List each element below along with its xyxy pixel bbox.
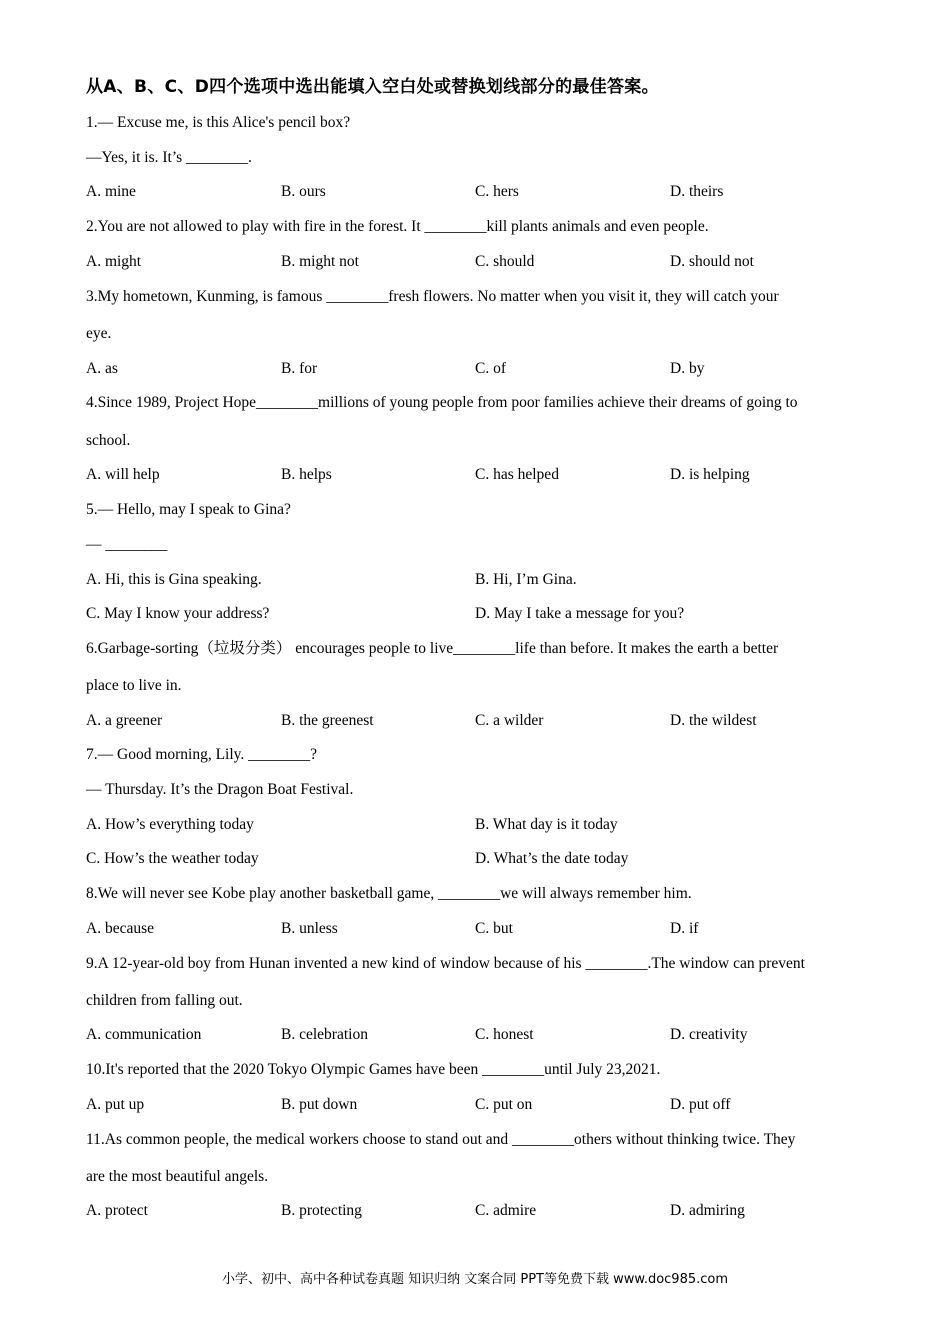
question-1-option-c: C. hers	[475, 183, 519, 200]
question-8-option-c: C. but	[475, 920, 513, 937]
question-5-stem: 5.— Hello, may I speak to Gina?	[86, 501, 291, 518]
question-1-option-a: A. mine	[86, 183, 136, 200]
question-3-option-b: B. for	[281, 360, 318, 377]
question-4-option-b: B. helps	[281, 466, 332, 483]
question-11-stem-continued: are the most beautiful angels.	[86, 1168, 269, 1185]
question-3-stem-continued: eye.	[86, 325, 112, 342]
question-9-option-d: D. creativity	[670, 1026, 748, 1043]
question-8-option-b: B. unless	[281, 920, 338, 937]
page-footer: 小学、初中、高中各种试卷真题 知识归纳 文案合同 PPT等免费下载 www.doc985.com	[221, 1272, 729, 1287]
question-2-option-c: C. should	[475, 253, 535, 270]
question-4-stem: 4.Since 1989, Project Hope________millions of young people from poor families achieve their dreams of going to	[86, 394, 798, 411]
question-4-option-c: C. has helped	[475, 466, 559, 483]
question-11-option-d: D. admiring	[670, 1202, 745, 1219]
question-7-stem: 7.— Good morning, Lily. ________?	[86, 746, 318, 763]
question-11-option-b: B. protecting	[281, 1202, 362, 1219]
question-11-option-c: C. admire	[475, 1202, 537, 1219]
question-2-option-d: D. should not	[670, 253, 754, 270]
question-10-option-c: C. put on	[475, 1096, 533, 1113]
question-2-stem: 2.You are not allowed to play with fire in the forest. It ________kill plants animals and even people.	[86, 218, 709, 235]
question-3-option-d: D. by	[670, 360, 705, 377]
question-1-answer-line: —Yes, it is. It’s ________.	[86, 149, 252, 166]
question-1-stem: 1.— Excuse me, is this Alice's pencil box?	[86, 114, 351, 131]
question-6-option-c: C. a wilder	[475, 712, 544, 729]
question-11-option-a: A. protect	[86, 1202, 148, 1219]
question-5-option-c: C. May I know your address?	[86, 605, 270, 622]
question-5-option-b: B. Hi, I’m Gina.	[475, 571, 577, 588]
question-6-stem: 6.Garbage-sorting（垃圾分类） encourages people to live________life than before. It makes the earth a better	[86, 640, 779, 657]
question-7-option-a: A. How’s everything today	[86, 816, 254, 833]
question-1-option-b: B. ours	[281, 183, 326, 200]
question-9-option-b: B. celebration	[281, 1026, 368, 1043]
question-6-option-b: B. the greenest	[281, 712, 374, 729]
question-9-option-c: C. honest	[475, 1026, 534, 1043]
question-5-option-a: A. Hi, this is Gina speaking.	[86, 571, 262, 588]
question-8-option-a: A. because	[86, 920, 154, 937]
question-3-stem: 3.My hometown, Kunming, is famous ________fresh flowers. No matter when you visit it, they will catch your	[86, 288, 779, 305]
question-7-option-c: C. How’s the weather today	[86, 850, 259, 867]
question-1-option-d: D. theirs	[670, 183, 724, 200]
question-5-answer-line: — ________	[86, 536, 168, 553]
instruction-heading: 从A、B、C、D四个选项中选出能填入空白处或替换划线部分的最佳答案。	[86, 77, 659, 97]
question-9-stem: 9.A 12-year-old boy from Hunan invented a new kind of window because of his ________.The window can prevent	[86, 955, 805, 972]
question-10-stem: 10.It's reported that the 2020 Tokyo Olympic Games have been ________until July 23,2021.	[86, 1061, 661, 1078]
question-7-option-d: D. What’s the date today	[475, 850, 629, 867]
question-7-option-b: B. What day is it today	[475, 816, 618, 833]
question-10-option-b: B. put down	[281, 1096, 358, 1113]
question-9-option-a: A. communication	[86, 1026, 202, 1043]
question-8-option-d: D. if	[670, 920, 699, 937]
question-3-option-a: A. as	[86, 360, 118, 377]
question-8-stem: 8.We will never see Kobe play another basketball game, ________we will always remember him.	[86, 885, 692, 902]
question-6-option-a: A. a greener	[86, 712, 163, 729]
question-7-answer-line: — Thursday. It’s the Dragon Boat Festival.	[86, 781, 354, 798]
question-5-option-d: D. May I take a message for you?	[475, 605, 685, 622]
question-6-stem-continued: place to live in.	[86, 677, 182, 694]
question-4-option-a: A. will help	[86, 466, 160, 483]
question-11-stem: 11.As common people, the medical workers choose to stand out and ________others without thinking twice. They	[86, 1131, 796, 1148]
question-4-stem-continued: school.	[86, 432, 131, 449]
question-2-option-a: A. might	[86, 253, 142, 270]
question-9-stem-continued: children from falling out.	[86, 992, 243, 1009]
question-10-option-d: D. put off	[670, 1096, 731, 1113]
question-6-option-d: D. the wildest	[670, 712, 757, 729]
question-2-option-b: B. might not	[281, 253, 359, 270]
question-4-option-d: D. is helping	[670, 466, 750, 483]
question-10-option-a: A. put up	[86, 1096, 145, 1113]
question-3-option-c: C. of	[475, 360, 506, 377]
